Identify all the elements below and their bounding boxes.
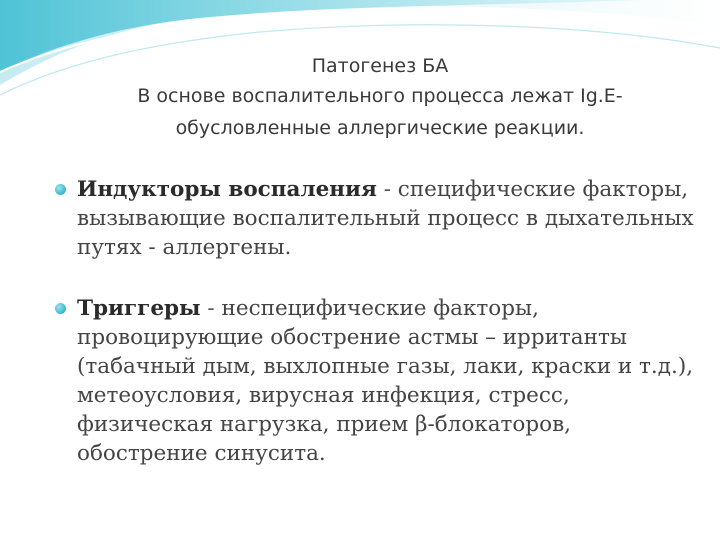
bullet-item-triggers: [55, 294, 695, 468]
slide-subtitle-line2: обусловленные аллергические реакции.: [175, 117, 585, 139]
bullet-dot-icon: [55, 303, 66, 314]
bullet-separator: -: [200, 296, 222, 321]
slide-subtitle-line1: В основе воспалительного процесса лежат Ig.E-: [137, 85, 623, 107]
bullet-term: Индукторы воспаления: [77, 177, 377, 202]
bullet-text: специфические факторы, вызывающие воспалительный процесс в дыхательных путях - аллергены.: [77, 177, 694, 260]
slide-title: Патогенез БА: [311, 55, 449, 77]
title-block: [80, 52, 680, 144]
bullet-item-inductors: [55, 175, 695, 262]
bullet-separator: -: [376, 177, 398, 202]
bullet-text: неспецифические факторы, провоцирующие обострение астмы – ирританты (табачный дым, выхлопные газы, лаки, краски и т.д.), метеоусловия, вирусная инфекция, стресс, физическая нагрузка, прием β-блокаторов, обострение синусита.: [77, 296, 694, 466]
bullet-list: [55, 175, 695, 500]
bullet-term: Триггеры: [77, 296, 201, 321]
bullet-dot-icon: [55, 184, 66, 195]
